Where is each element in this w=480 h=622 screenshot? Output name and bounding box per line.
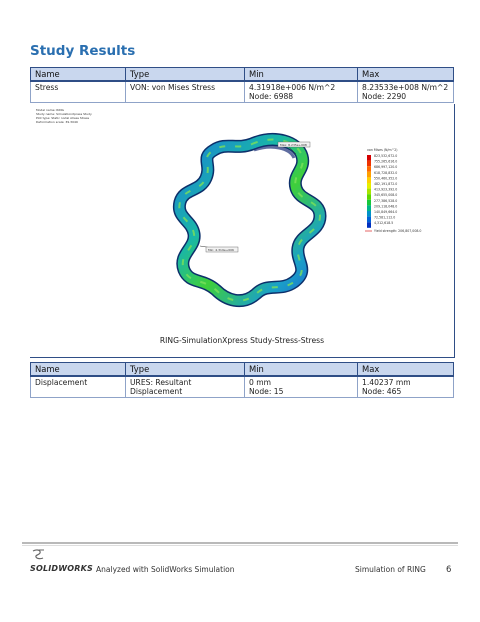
header-max: Max xyxy=(358,68,454,82)
cell-max xyxy=(358,376,454,398)
cell-max xyxy=(358,81,454,103)
legend-swatch xyxy=(367,222,371,228)
footer-analyzed: Analyzed with SolidWorks Simulation xyxy=(96,565,235,574)
min-value: 4.31918e+006 N/m^2 xyxy=(249,83,336,92)
stress-results-table xyxy=(30,67,454,103)
displacement-results-table xyxy=(30,362,454,398)
ds-logo-icon xyxy=(30,548,50,562)
legend-swatch xyxy=(367,189,371,195)
plot-info-line: Plot type: Static nodal stress Stress xyxy=(36,116,90,120)
min-value: 0 mm xyxy=(249,378,272,387)
brand-wordmark: SOLIDWORKS xyxy=(30,564,94,573)
min-node: Node: 15 xyxy=(249,387,284,396)
legend-swatch xyxy=(367,194,371,200)
plot-caption: RING-SimulationXpress Study-Stress-Stress xyxy=(159,336,325,345)
max-tag: Max: 8.235e+008 xyxy=(280,143,307,147)
legend-swatch xyxy=(367,183,371,189)
header-min: Min xyxy=(245,363,358,377)
legend-tick-label: 618,728,832.0 xyxy=(374,170,398,175)
plot-info-line: Study name: SimulationXpress Study xyxy=(36,112,92,116)
table-row xyxy=(31,376,454,398)
footer-divider xyxy=(22,542,458,544)
legend-tick-label: 345,655,008.0 xyxy=(374,193,398,198)
legend-swatch xyxy=(367,172,371,178)
legend-tick-label: 755,265,616.0 xyxy=(374,159,398,164)
max-value: 8.23533e+008 N/m^2 xyxy=(362,83,449,92)
cell-name: Stress xyxy=(31,81,126,103)
legend-tick-label: 277,386,528.0 xyxy=(374,198,398,203)
cell-min xyxy=(245,81,358,103)
legend-swatch xyxy=(367,177,371,183)
plot-info-line: Model name: RING xyxy=(36,108,64,112)
legend-tick-label: 209,118,048.0 xyxy=(374,204,398,209)
header-max: Max xyxy=(358,363,454,377)
cell-min xyxy=(245,376,358,398)
max-node: Node: 465 xyxy=(362,387,402,396)
legend-swatch xyxy=(367,166,371,172)
legend-swatch xyxy=(367,211,371,217)
legend-tick-label: 72,581,112.0 xyxy=(374,215,396,220)
legend-swatch xyxy=(367,155,371,161)
footer-document: Simulation of RING xyxy=(355,565,426,574)
legend-tick-label: 686,997,120.0 xyxy=(374,165,398,170)
legend-tick-label: 4,312,618.5 xyxy=(374,221,394,226)
legend-tick-label: 482,191,872.0 xyxy=(374,182,398,186)
legend-tick-label: 823,532,672.0 xyxy=(374,154,398,158)
color-legend xyxy=(365,148,421,233)
table-row xyxy=(31,81,454,103)
header-min: Min xyxy=(245,68,358,82)
min-tag: Min: 4.319e+006 xyxy=(208,248,234,252)
legend-swatch xyxy=(367,200,371,206)
header-name: Name xyxy=(31,363,126,377)
table-header-row xyxy=(31,68,454,82)
header-name: Name xyxy=(31,68,126,82)
table-header-row xyxy=(31,363,454,377)
stress-plot xyxy=(30,104,455,358)
page-number: 6 xyxy=(446,565,452,575)
cell-type: VON: von Mises Stress xyxy=(126,81,245,103)
header-type: Type xyxy=(126,363,245,377)
cell-name: Displacement xyxy=(31,376,126,398)
max-value: 1.40237 mm xyxy=(362,378,411,387)
footer-divider xyxy=(22,545,458,546)
legend-tick-label: 140,849,664.0 xyxy=(374,210,398,214)
cell-type: URES: Resultant Displacement xyxy=(126,376,245,398)
legend-tick-label: 413,923,392.0 xyxy=(374,187,398,192)
max-node: Node: 2290 xyxy=(362,92,407,101)
min-node: Node: 6988 xyxy=(249,92,294,101)
section-title: Study Results xyxy=(30,43,136,59)
header-type: Type xyxy=(126,68,245,82)
legend-swatch xyxy=(367,205,371,211)
legend-swatch xyxy=(367,217,371,223)
legend-title: von Mises (N/m^2) xyxy=(367,148,398,152)
yield-label: Yield strength: 206,807,008.0 xyxy=(374,229,422,233)
legend-tick-label: 550,460,352.0 xyxy=(374,176,398,181)
stress-plot-image xyxy=(30,104,454,334)
legend-swatch xyxy=(367,161,371,167)
plot-info-line: Deformation scale: 39.3049 xyxy=(36,120,78,124)
ring-model xyxy=(179,140,320,301)
